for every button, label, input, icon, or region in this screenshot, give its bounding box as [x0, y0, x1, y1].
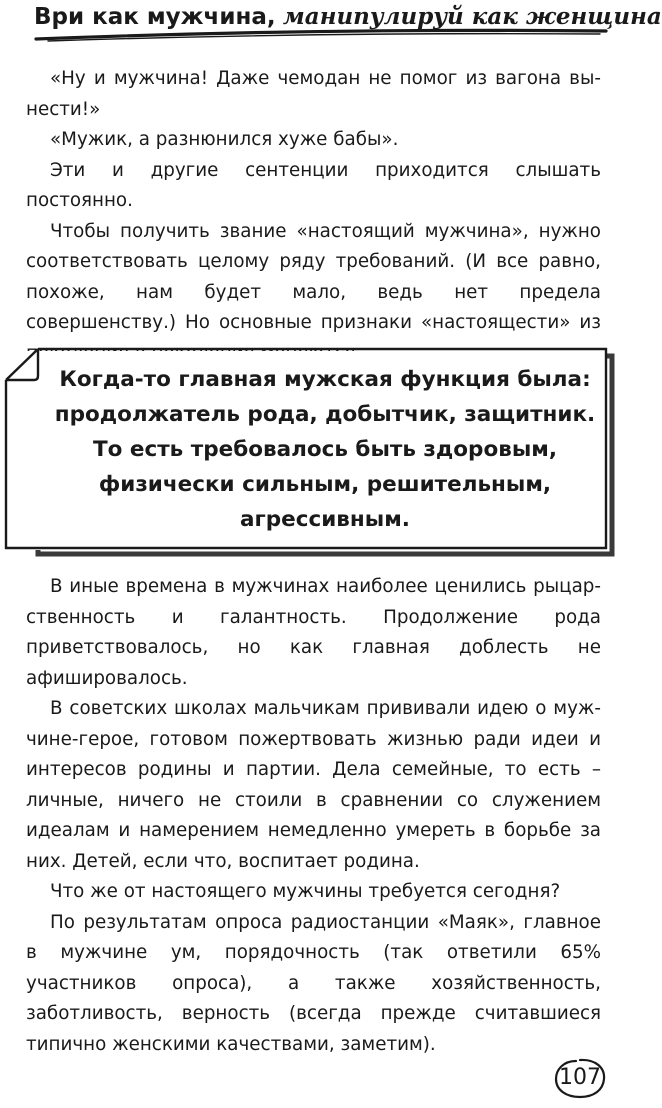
paragraph: Эти и другие сентенции приходится слышать постоянно.	[26, 159, 601, 211]
header-title-left: Ври как мужчина,	[34, 4, 276, 30]
running-header	[0, 0, 662, 50]
page-number	[552, 1056, 608, 1100]
paragraph: В советских школах мальчикам прививали идею о мужчине-герое, готовом пожертвовать жизнью ради идеи и интересов родины и партии. Дела семейные, то есть – личные, ничего не стоили в сравнении со служением идеалам и намерением немедленно умереть в борьбе за них. Детей, если что, воспитает родина.	[26, 698, 601, 872]
callout-box	[0, 340, 620, 570]
body-text-bottom	[26, 572, 601, 1060]
page-number-text: 107	[559, 1065, 601, 1090]
paragraph: По результатам опроса радиостанции «Маяк», главное в мужчине ум, порядочность (так ответили 65% участников опроса), а также хозяйственность, заботливость, верность (всегда прежде считавшиеся типично женскими качествами, заметим).	[26, 911, 601, 1055]
paragraph: В иные времена в мужчинах наиболее ценились рыцарственность и галантность. Продолжение рода приветствовалось, но как главная доблесть не афишировалось.	[26, 576, 601, 689]
paragraph: Что же от настоящего мужчины требуется сегодня?	[50, 881, 561, 902]
callout-text: Когда-то главная мужская функция была: продолжатель рода, добытчик, защитник. То есть требовалось быть здоровым, физически сильным, решительным, агрессивным.	[54, 367, 596, 532]
body-text-top	[26, 64, 601, 369]
header-title-right: манипулируй как женщина	[282, 3, 662, 30]
paragraph: Чтобы получить звание «настоящий мужчина», нужно соответствовать целому ряду требований. (И все равно, похоже, нам будет мало, ведь нет предела совершенству.) Но основные признаки «настоящести» из	[26, 220, 601, 333]
paragraph: «Ну и мужчина! Даже чемодан не помог из вагона вынести!»	[26, 68, 601, 120]
header-underline	[0, 22, 620, 52]
paragraph: «Мужик, а разнюнился хуже бабы».	[50, 129, 399, 150]
